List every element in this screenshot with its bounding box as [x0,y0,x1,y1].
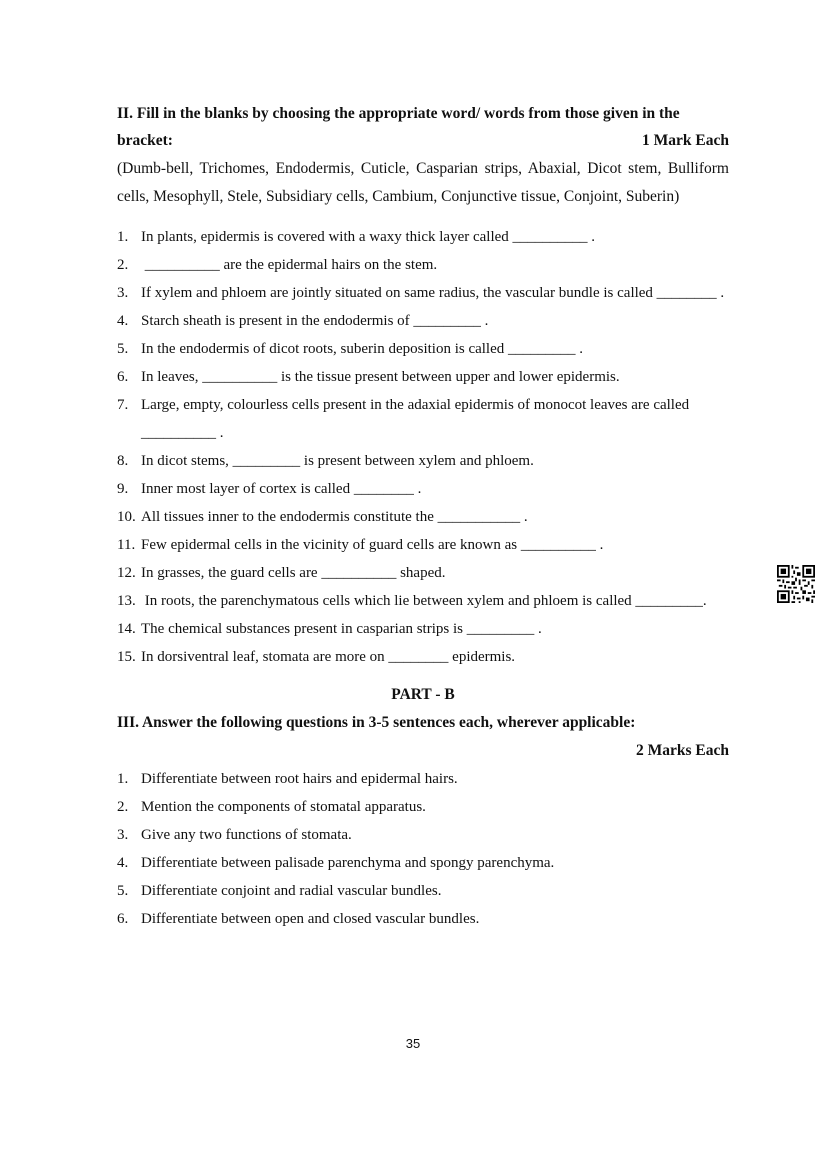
question-text: Inner most layer of cortex is called ________ . [141,481,422,497]
question-item [117,251,729,279]
fill-blanks-list [117,223,729,671]
question-text: If xylem and phloem are jointly situated on same radius, the vascular bundle is called ________ . [141,285,725,301]
question-text: Differentiate between open and closed vascular bundles. [141,911,480,927]
part-b-title: PART - B [391,686,455,703]
question-item [117,615,729,643]
question-number: 15. [117,649,136,665]
word-bank: (Dumb-bell, Trichomes, Endodermis, Cuticle, Casparian strips, Abaxial, Dicot stem, Bulliform cells, Mesophyll, Stele, Subsidiary cells, Cambium, Conjunctive tissue, Conjoint, Suberin) [117,160,729,205]
question-number: 13. [117,593,136,609]
section-2-heading-row [117,127,729,155]
question-number: 11. [117,537,136,553]
question-item [117,587,729,615]
question-number: 3. [117,827,129,843]
question-item [117,905,729,933]
question-text: In grasses, the guard cells are __________ shaped. [141,565,446,581]
question-item [117,363,729,391]
question-text: Differentiate between palisade parenchyma and spongy parenchyma. [141,855,555,871]
question-text: Give any two functions of stomata. [141,827,352,843]
question-item [117,643,729,671]
question-number: 1. [117,229,129,245]
question-item [117,447,729,475]
question-number: 5. [117,883,129,899]
short-answer-list [117,765,729,933]
question-item [117,793,729,821]
question-item [117,335,729,363]
question-text: The chemical substances present in casparian strips is _________ . [141,621,542,637]
question-item [117,559,729,587]
question-text: Differentiate conjoint and radial vascular bundles. [141,883,442,899]
question-item [117,849,729,877]
page-content [117,100,729,933]
question-item [117,821,729,849]
question-text: __________ are the epidermal hairs on the stem. [141,257,438,273]
question-item [117,223,729,251]
question-text: In dorsiventral leaf, stomata are more on ________ epidermis. [141,649,516,665]
question-item [117,503,729,531]
question-number: 6. [117,369,129,385]
question-number: 7. [117,397,129,413]
page-number: 35 [405,1036,421,1051]
question-number: 1. [117,771,129,787]
question-number: 2. [117,257,129,273]
question-number: 3. [117,285,129,301]
question-number: 2. [117,799,129,815]
question-text: In the endodermis of dicot roots, suberin deposition is called _________ . [141,341,584,357]
question-item [117,877,729,905]
question-text: Starch sheath is present in the endodermis of _________ . [141,313,489,329]
section-3-marks: 2 Marks Each [636,742,729,759]
question-number: 6. [117,911,129,927]
question-text: In plants, epidermis is covered with a waxy thick layer called __________ . [141,229,596,245]
question-number: 10. [117,509,136,525]
question-text: In roots, the parenchymatous cells which lie between xylem and phloem is called _________. [141,593,707,609]
question-item [117,391,729,447]
question-item [117,475,729,503]
question-text: All tissues inner to the endodermis constitute the ___________ . [141,509,528,525]
question-number: 5. [117,341,129,357]
section-2-marks: 1 Mark Each [642,132,729,149]
question-item [117,307,729,335]
question-item [117,765,729,793]
question-number: 9. [117,481,129,497]
question-number: 8. [117,453,129,469]
qr-code-icon [777,565,815,603]
question-text: In dicot stems, _________ is present between xylem and phloem. [141,453,534,469]
question-item [117,531,729,559]
section-2-heading: II. Fill in the blanks by choosing the appropriate word/ words from those given in the [117,105,680,122]
question-text: Few epidermal cells in the vicinity of guard cells are known as __________ . [141,537,604,553]
section-3-heading: III. Answer the following questions in 3-5 sentences each, wherever applicable: [117,714,636,731]
question-number: 4. [117,313,129,329]
question-item [117,279,729,307]
question-text: Mention the components of stomatal apparatus. [141,799,426,815]
question-number: 4. [117,855,129,871]
question-number: 14. [117,621,136,637]
question-text: Large, empty, colourless cells present in the adaxial epidermis of monocot leaves are called __________ . [141,397,693,441]
question-text: Differentiate between root hairs and epidermal hairs. [141,771,458,787]
section-2-heading-cont: bracket: [117,132,173,149]
question-number: 12. [117,565,136,581]
question-text: In leaves, __________ is the tissue present between upper and lower epidermis. [141,369,620,385]
